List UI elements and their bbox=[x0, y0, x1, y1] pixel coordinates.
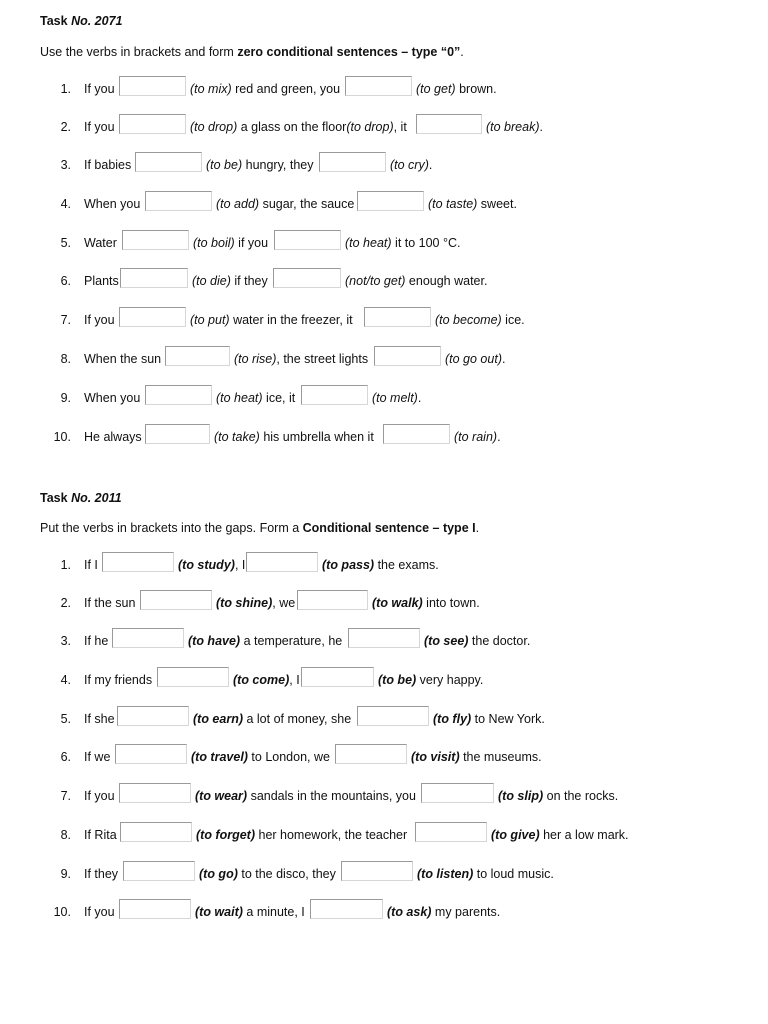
verb-hint-2: (to fly) bbox=[433, 712, 472, 726]
sentence-middle bbox=[190, 82, 340, 96]
sentence-middle bbox=[199, 867, 336, 881]
sentence-end bbox=[416, 82, 497, 96]
sentence-text: sugar, the sauce bbox=[259, 197, 355, 211]
sentence-start: When you bbox=[84, 197, 141, 211]
verb-hint-2: (to ask) bbox=[387, 905, 432, 919]
answer-gap-2[interactable] bbox=[274, 230, 341, 250]
sentence-middle bbox=[193, 236, 268, 250]
instruction-end: . bbox=[460, 45, 464, 59]
sentence-text: to London, we bbox=[247, 750, 330, 764]
task1-item bbox=[0, 191, 768, 215]
sentence-text: , I bbox=[289, 673, 300, 687]
sentence-middle bbox=[216, 197, 354, 211]
answer-gap-2[interactable] bbox=[341, 861, 413, 881]
sentence-middle bbox=[188, 634, 342, 648]
sentence-text: red and green, you bbox=[231, 82, 341, 96]
sentence-start: Water bbox=[84, 236, 117, 250]
sentence-end bbox=[372, 596, 480, 610]
verb-hint-1: (to take) bbox=[214, 430, 260, 444]
item-number: 8. bbox=[60, 352, 71, 366]
verb-hint-2: (to visit) bbox=[411, 750, 460, 764]
task2-item bbox=[0, 552, 768, 576]
answer-gap-1[interactable] bbox=[102, 552, 174, 572]
sentence-text: his umbrella when it bbox=[259, 430, 374, 444]
task2-item bbox=[0, 667, 768, 691]
verb-hint-1: (to go) bbox=[199, 867, 238, 881]
answer-gap-2[interactable] bbox=[246, 552, 318, 572]
item-number: 1. bbox=[60, 82, 71, 96]
verb-hint-1: (to shine) bbox=[216, 596, 273, 610]
task2-item bbox=[0, 822, 768, 846]
sentence-middle bbox=[216, 596, 295, 610]
sentence-text: the exams. bbox=[374, 558, 439, 572]
answer-gap-2[interactable] bbox=[273, 268, 341, 288]
sentence-text: a temperature, he bbox=[240, 634, 343, 648]
sentence-text: the museums. bbox=[459, 750, 542, 764]
verb-hint-2: (to pass) bbox=[322, 558, 375, 572]
verb-hint-1: (to drop) bbox=[190, 120, 238, 134]
verb-hint-2: (to listen) bbox=[417, 867, 474, 881]
item-number: 5. bbox=[60, 712, 71, 726]
verb-hint-1: (to wait) bbox=[195, 905, 243, 919]
sentence-text: sweet. bbox=[477, 197, 517, 211]
answer-gap-2[interactable] bbox=[357, 706, 429, 726]
sentence-end bbox=[435, 313, 525, 327]
answer-gap-2[interactable] bbox=[310, 899, 383, 919]
task-2-instruction bbox=[40, 521, 479, 535]
task-1-number: No. 2071 bbox=[71, 14, 123, 28]
verb-hint-1: (to rise) bbox=[234, 352, 277, 366]
sentence-middle bbox=[190, 313, 353, 327]
sentence-start: When the sun bbox=[84, 352, 162, 366]
answer-gap-1[interactable] bbox=[145, 191, 212, 211]
sentence-start: If you bbox=[84, 120, 115, 134]
verb-hint-2: (to break) bbox=[486, 120, 540, 134]
task-2-number: No. 2011 bbox=[71, 491, 122, 505]
sentence-end bbox=[428, 197, 517, 211]
sentence-end bbox=[378, 673, 483, 687]
verb-hint-2: (to get) bbox=[416, 82, 456, 96]
sentence-text: her a low mark. bbox=[539, 828, 629, 842]
sentence-middle bbox=[196, 828, 407, 842]
sentence-end bbox=[433, 712, 545, 726]
sentence-middle bbox=[191, 750, 330, 764]
task-2-label: Task bbox=[40, 491, 68, 505]
answer-gap-2[interactable] bbox=[345, 76, 412, 96]
sentence-text: , we bbox=[272, 596, 296, 610]
answer-gap-2[interactable] bbox=[348, 628, 420, 648]
sentence-middle bbox=[195, 905, 305, 919]
answer-gap-1[interactable] bbox=[119, 76, 186, 96]
item-number: 6. bbox=[60, 274, 71, 288]
sentence-middle bbox=[190, 120, 407, 134]
sentence-start: When you bbox=[84, 391, 141, 405]
answer-gap-2[interactable] bbox=[383, 424, 450, 444]
verb-hint-1: (to have) bbox=[188, 634, 241, 648]
verb-hint-1: (to study) bbox=[178, 558, 235, 572]
instruction-text: Put the verbs in brackets into the gaps. Form a bbox=[40, 521, 303, 535]
sentence-text: her homework, the teacher bbox=[255, 828, 408, 842]
sentence-end bbox=[417, 867, 554, 881]
verb-hint-2: (to melt) bbox=[372, 391, 418, 405]
sentence-end bbox=[322, 558, 439, 572]
answer-gap-1[interactable] bbox=[115, 744, 187, 764]
verb-hint-2: (to cry) bbox=[390, 158, 429, 172]
task1-item bbox=[0, 230, 768, 254]
task-1-label: Task bbox=[40, 14, 68, 28]
item-number: 9. bbox=[60, 391, 71, 405]
verb-hint-1: (to add) bbox=[216, 197, 260, 211]
answer-gap-1[interactable] bbox=[119, 899, 191, 919]
sentence-text: a lot of money, she bbox=[243, 712, 352, 726]
task2-item bbox=[0, 706, 768, 730]
sentence-text: ice, it bbox=[262, 391, 296, 405]
verb-hint-1: (to be) bbox=[206, 158, 243, 172]
task-1-instruction bbox=[40, 45, 464, 59]
task1-item bbox=[0, 268, 768, 292]
answer-gap-2[interactable] bbox=[297, 590, 368, 610]
item-number: 10. bbox=[53, 905, 71, 919]
verb-hint-1: (to heat) bbox=[216, 391, 263, 405]
sentence-start: If you bbox=[84, 789, 115, 803]
answer-gap-1[interactable] bbox=[120, 822, 192, 842]
verb-hint-2: (to go out) bbox=[445, 352, 502, 366]
task-2-title bbox=[40, 491, 122, 505]
sentence-end bbox=[387, 905, 500, 919]
sentence-middle bbox=[233, 673, 300, 687]
task2-item bbox=[0, 744, 768, 768]
answer-gap-2[interactable] bbox=[319, 152, 386, 172]
sentence-start: If you bbox=[84, 82, 115, 96]
verb-hint-2: (to heat) bbox=[345, 236, 392, 250]
sentence-end bbox=[372, 391, 421, 405]
sentence-text: . bbox=[497, 430, 501, 444]
sentence-text: a glass on the floor bbox=[237, 120, 347, 134]
answer-gap-1[interactable] bbox=[140, 590, 212, 610]
answer-gap-2[interactable] bbox=[335, 744, 407, 764]
sentence-text: into town. bbox=[422, 596, 480, 610]
instruction-bold: zero conditional sentences – type “0” bbox=[237, 45, 461, 59]
sentence-end bbox=[486, 120, 543, 134]
answer-gap-1[interactable] bbox=[145, 424, 210, 444]
sentence-end bbox=[411, 750, 542, 764]
verb-hint-1: (to die) bbox=[192, 274, 231, 288]
sentence-start: He always bbox=[84, 430, 142, 444]
instruction-text: Use the verbs in brackets and form bbox=[40, 45, 238, 59]
verb-hint-1: (to wear) bbox=[195, 789, 248, 803]
answer-gap-1[interactable] bbox=[145, 385, 212, 405]
item-number: 6. bbox=[60, 750, 71, 764]
task1-item bbox=[0, 76, 768, 100]
answer-gap-2[interactable] bbox=[357, 191, 424, 211]
sentence-middle bbox=[193, 712, 351, 726]
sentence-start: If my friends bbox=[84, 673, 153, 687]
verb-hint-1: (to mix) bbox=[190, 82, 232, 96]
verb-hint-inline: (to drop) bbox=[346, 120, 394, 134]
sentence-text: to loud music. bbox=[473, 867, 554, 881]
sentence-end bbox=[390, 158, 432, 172]
task2-item bbox=[0, 861, 768, 885]
sentence-text: if you bbox=[234, 236, 269, 250]
verb-hint-2: (to walk) bbox=[372, 596, 423, 610]
answer-gap-1[interactable] bbox=[157, 667, 229, 687]
item-number: 3. bbox=[60, 158, 71, 172]
task-1-title bbox=[40, 14, 122, 28]
sentence-middle bbox=[214, 430, 374, 444]
sentence-end bbox=[445, 352, 505, 366]
sentence-text: a minute, I bbox=[242, 905, 305, 919]
sentence-middle bbox=[216, 391, 295, 405]
item-number: 4. bbox=[60, 197, 71, 211]
sentence-start: If I bbox=[84, 558, 98, 572]
item-number: 2. bbox=[60, 596, 71, 610]
task1-item bbox=[0, 346, 768, 370]
answer-gap-2[interactable] bbox=[421, 783, 494, 803]
sentence-start: If she bbox=[84, 712, 115, 726]
item-number: 8. bbox=[60, 828, 71, 842]
sentence-text: to New York. bbox=[471, 712, 545, 726]
sentence-end bbox=[345, 236, 460, 250]
sentence-text: , the street lights bbox=[276, 352, 369, 366]
sentence-middle bbox=[178, 558, 245, 572]
sentence-text: . bbox=[501, 352, 506, 366]
sentence-end bbox=[454, 430, 501, 444]
sentence-text: hungry, they bbox=[242, 158, 314, 172]
sentence-text: , it bbox=[393, 120, 407, 134]
item-number: 9. bbox=[60, 867, 71, 881]
sentence-start: Plants bbox=[84, 274, 119, 288]
sentence-text: . bbox=[417, 391, 422, 405]
verb-hint-2: (to taste) bbox=[428, 197, 478, 211]
sentence-text: . bbox=[539, 120, 543, 134]
verb-hint-1: (to put) bbox=[190, 313, 230, 327]
verb-hint-2: (to slip) bbox=[498, 789, 544, 803]
answer-gap-1[interactable] bbox=[119, 783, 191, 803]
sentence-start: If the sun bbox=[84, 596, 136, 610]
sentence-text: enough water. bbox=[405, 274, 488, 288]
answer-gap-1[interactable] bbox=[119, 307, 186, 327]
answer-gap-1[interactable] bbox=[120, 268, 188, 288]
answer-gap-2[interactable] bbox=[301, 667, 374, 687]
sentence-text: sandals in the mountains, you bbox=[247, 789, 416, 803]
item-number: 10. bbox=[53, 430, 71, 444]
verb-hint-1: (to forget) bbox=[196, 828, 256, 842]
sentence-middle bbox=[195, 789, 416, 803]
verb-hint-2: (to become) bbox=[435, 313, 502, 327]
task2-item bbox=[0, 899, 768, 923]
verb-hint-2: (to give) bbox=[491, 828, 540, 842]
task2-item bbox=[0, 783, 768, 807]
answer-gap-1[interactable] bbox=[123, 861, 195, 881]
sentence-start: If you bbox=[84, 313, 115, 327]
verb-hint-1: (to travel) bbox=[191, 750, 248, 764]
sentence-start: If you bbox=[84, 905, 115, 919]
item-number: 4. bbox=[60, 673, 71, 687]
answer-gap-2[interactable] bbox=[301, 385, 368, 405]
answer-gap-2[interactable] bbox=[364, 307, 431, 327]
sentence-text: to the disco, they bbox=[237, 867, 336, 881]
task2-item bbox=[0, 628, 768, 652]
item-number: 3. bbox=[60, 634, 71, 648]
answer-gap-1[interactable] bbox=[112, 628, 184, 648]
verb-hint-2: (not/to get) bbox=[345, 274, 406, 288]
sentence-text: water in the freezer, it bbox=[229, 313, 353, 327]
sentence-start: If we bbox=[84, 750, 111, 764]
sentence-text: the doctor. bbox=[468, 634, 531, 648]
sentence-text: my parents. bbox=[431, 905, 501, 919]
sentence-start: If he bbox=[84, 634, 109, 648]
answer-gap-1[interactable] bbox=[165, 346, 230, 366]
sentence-text: very happy. bbox=[416, 673, 484, 687]
sentence-text: if they bbox=[230, 274, 268, 288]
task1-item bbox=[0, 114, 768, 138]
sentence-start: If they bbox=[84, 867, 119, 881]
answer-gap-1[interactable] bbox=[119, 114, 186, 134]
sentence-text: brown. bbox=[455, 82, 497, 96]
sentence-text: on the rocks. bbox=[543, 789, 619, 803]
verb-hint-1: (to earn) bbox=[193, 712, 243, 726]
sentence-middle bbox=[206, 158, 313, 172]
item-number: 2. bbox=[60, 120, 71, 134]
verb-hint-1: (to boil) bbox=[193, 236, 235, 250]
sentence-text: it to 100 °C. bbox=[391, 236, 461, 250]
instruction-bold: Conditional sentence – type I bbox=[302, 521, 476, 535]
sentence-end bbox=[424, 634, 530, 648]
item-number: 5. bbox=[60, 236, 71, 250]
sentence-text: ice. bbox=[501, 313, 525, 327]
item-number: 7. bbox=[60, 313, 71, 327]
answer-gap-2[interactable] bbox=[416, 114, 482, 134]
task1-item bbox=[0, 385, 768, 409]
task1-item bbox=[0, 424, 768, 448]
sentence-middle bbox=[192, 274, 268, 288]
answer-gap-2[interactable] bbox=[374, 346, 441, 366]
sentence-end bbox=[491, 828, 629, 842]
sentence-text: . bbox=[428, 158, 433, 172]
instruction-end: . bbox=[475, 521, 480, 535]
verb-hint-1: (to come) bbox=[233, 673, 290, 687]
sentence-end bbox=[498, 789, 618, 803]
sentence-end bbox=[345, 274, 487, 288]
answer-gap-1[interactable] bbox=[135, 152, 202, 172]
verb-hint-2: (to see) bbox=[424, 634, 469, 648]
verb-hint-2: (to be) bbox=[378, 673, 417, 687]
sentence-text: , I bbox=[234, 558, 246, 572]
answer-gap-2[interactable] bbox=[415, 822, 487, 842]
task2-item bbox=[0, 590, 768, 614]
task1-item bbox=[0, 152, 768, 176]
answer-gap-1[interactable] bbox=[122, 230, 189, 250]
answer-gap-1[interactable] bbox=[117, 706, 189, 726]
item-number: 1. bbox=[60, 558, 71, 572]
task1-item bbox=[0, 307, 768, 331]
verb-hint-2: (to rain) bbox=[454, 430, 498, 444]
sentence-start: If Rita bbox=[84, 828, 117, 842]
sentence-start: If babies bbox=[84, 158, 132, 172]
sentence-middle bbox=[234, 352, 368, 366]
item-number: 7. bbox=[60, 789, 71, 803]
